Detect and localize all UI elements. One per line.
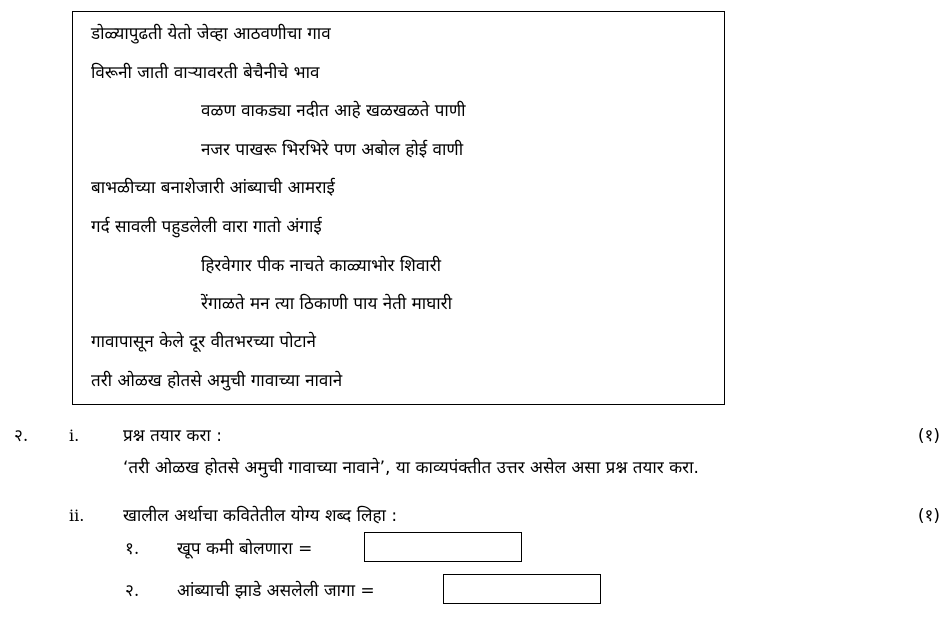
poem-line-2: विरूनी जाती वाऱ्यावरती बेचैनीचे भाव: [91, 63, 320, 83]
poem-line-8: रेंगाळते मन त्या ठिकाणी पाय नेती माघारी: [201, 294, 453, 314]
item-2-number: २.: [125, 581, 140, 601]
question-number: २.: [14, 426, 29, 446]
item-1-number: १.: [125, 539, 140, 559]
sub-question-2-label: ii.: [69, 506, 85, 525]
answer-box-1[interactable]: [364, 532, 522, 562]
sub-question-1-marks: (१): [917, 426, 940, 446]
poem-line-10: तरी ओळख होतसे अमुची गावाच्या नावाने: [91, 371, 343, 391]
sub-question-1-text: ‘तरी ओळख होतसे अमुची गावाच्या नावाने’, या काव्यपंक्तीत उत्तर असेल असा प्रश्न तयार करा.: [123, 458, 699, 478]
sub-question-2-marks: (१): [917, 506, 940, 526]
poem-line-5: बाभळीच्या बनाशेजारी आंब्याची आमराई: [91, 178, 335, 198]
poem-line-3: वळण वाकड्या नदीत आहे खळखळते पाणी: [201, 101, 466, 121]
item-1-text: खूप कमी बोलणारा =: [177, 539, 313, 559]
poem-box: [72, 11, 725, 405]
poem-line-6: गर्द सावली पहुडलेली वारा गातो अंगाई: [91, 217, 322, 237]
poem-line-9: गावापासून केले दूर वीतभरच्या पोटाने: [91, 332, 316, 352]
poem-line-7: हिरवेगार पीक नाचते काळ्याभोर शिवारी: [201, 256, 442, 276]
item-2-text: आंब्याची झाडे असलेली जागा =: [177, 581, 375, 601]
sub-question-1-label: i.: [69, 426, 80, 445]
answer-box-2[interactable]: [443, 574, 601, 604]
poem-line-4: नजर पाखरू भिरभिरे पण अबोल होई वाणी: [201, 140, 464, 160]
sub-question-1-title: प्रश्न तयार करा :: [123, 426, 222, 446]
poem-line-1: डोळ्यापुढती येतो जेव्हा आठवणीचा गाव: [91, 24, 331, 44]
sub-question-2-title: खालील अर्थाचा कवितेतील योग्य शब्द लिहा :: [123, 506, 398, 526]
